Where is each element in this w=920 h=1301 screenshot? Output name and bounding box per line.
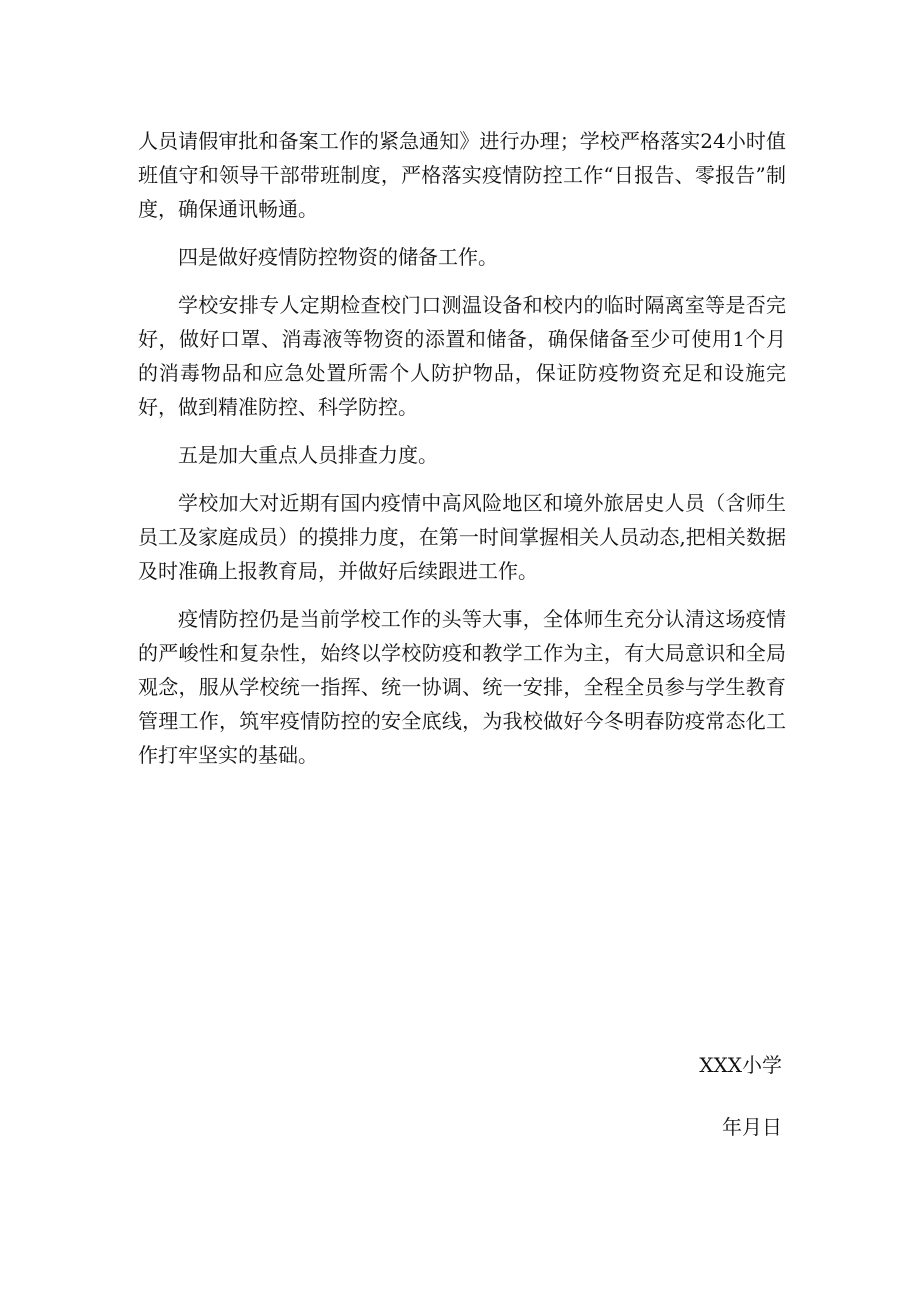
paragraph-continuation: 人员请假审批和备案工作的紧急通知》进行办理；学校严格落实24小时值班值守和领导干部带班制度，严格落实疫情防控工作“日报告、零报告”制度，确保通讯畅通。: [138, 129, 786, 221]
paragraph-supplies: 学校安排专人定期检查校门口测温设备和校内的临时隔离室等是否完好，做好口罩、消毒液等物资的添置和储备，确保储备至少可使用1个月的消毒物品和应急处置所需个人防护物品，保证防疫物资充足和设施完好，做到精准防控、科学防控。: [138, 293, 786, 419]
paragraph-conclusion: 疫情防控仍是当前学校工作的头等大事，全体师生充分认清这场疫情的严峻性和复杂性，始终以学校防疫和教学工作为主，有大局意识和全局观念，服从学校统一指挥、统一协调、统一安排，全程全员参与学生教育管理工作，筑牢疫情防控的安全底线，为我校做好今冬明春防疫常态化工作打牢坚实的基础。: [138, 607, 786, 767]
section-heading-four: 四是做好疫情防控物资的储备工作。: [178, 245, 498, 269]
document-body: [138, 124, 786, 786]
paragraph-screening: 学校加大对近期有国内疫情中高风险地区和境外旅居史人员（含师生员工及家庭成员）的摸排力度，在第一时间掌握相关人员动态,把相关数据及时准确上报教育局，并做好后续跟进工作。: [138, 491, 786, 583]
signature-org: XXX小学: [699, 1053, 782, 1077]
section-heading-five: 五是加大重点人员排查力度。: [178, 443, 438, 467]
signature-date: 年月日: [722, 1115, 782, 1139]
signature-block: [699, 1048, 782, 1172]
